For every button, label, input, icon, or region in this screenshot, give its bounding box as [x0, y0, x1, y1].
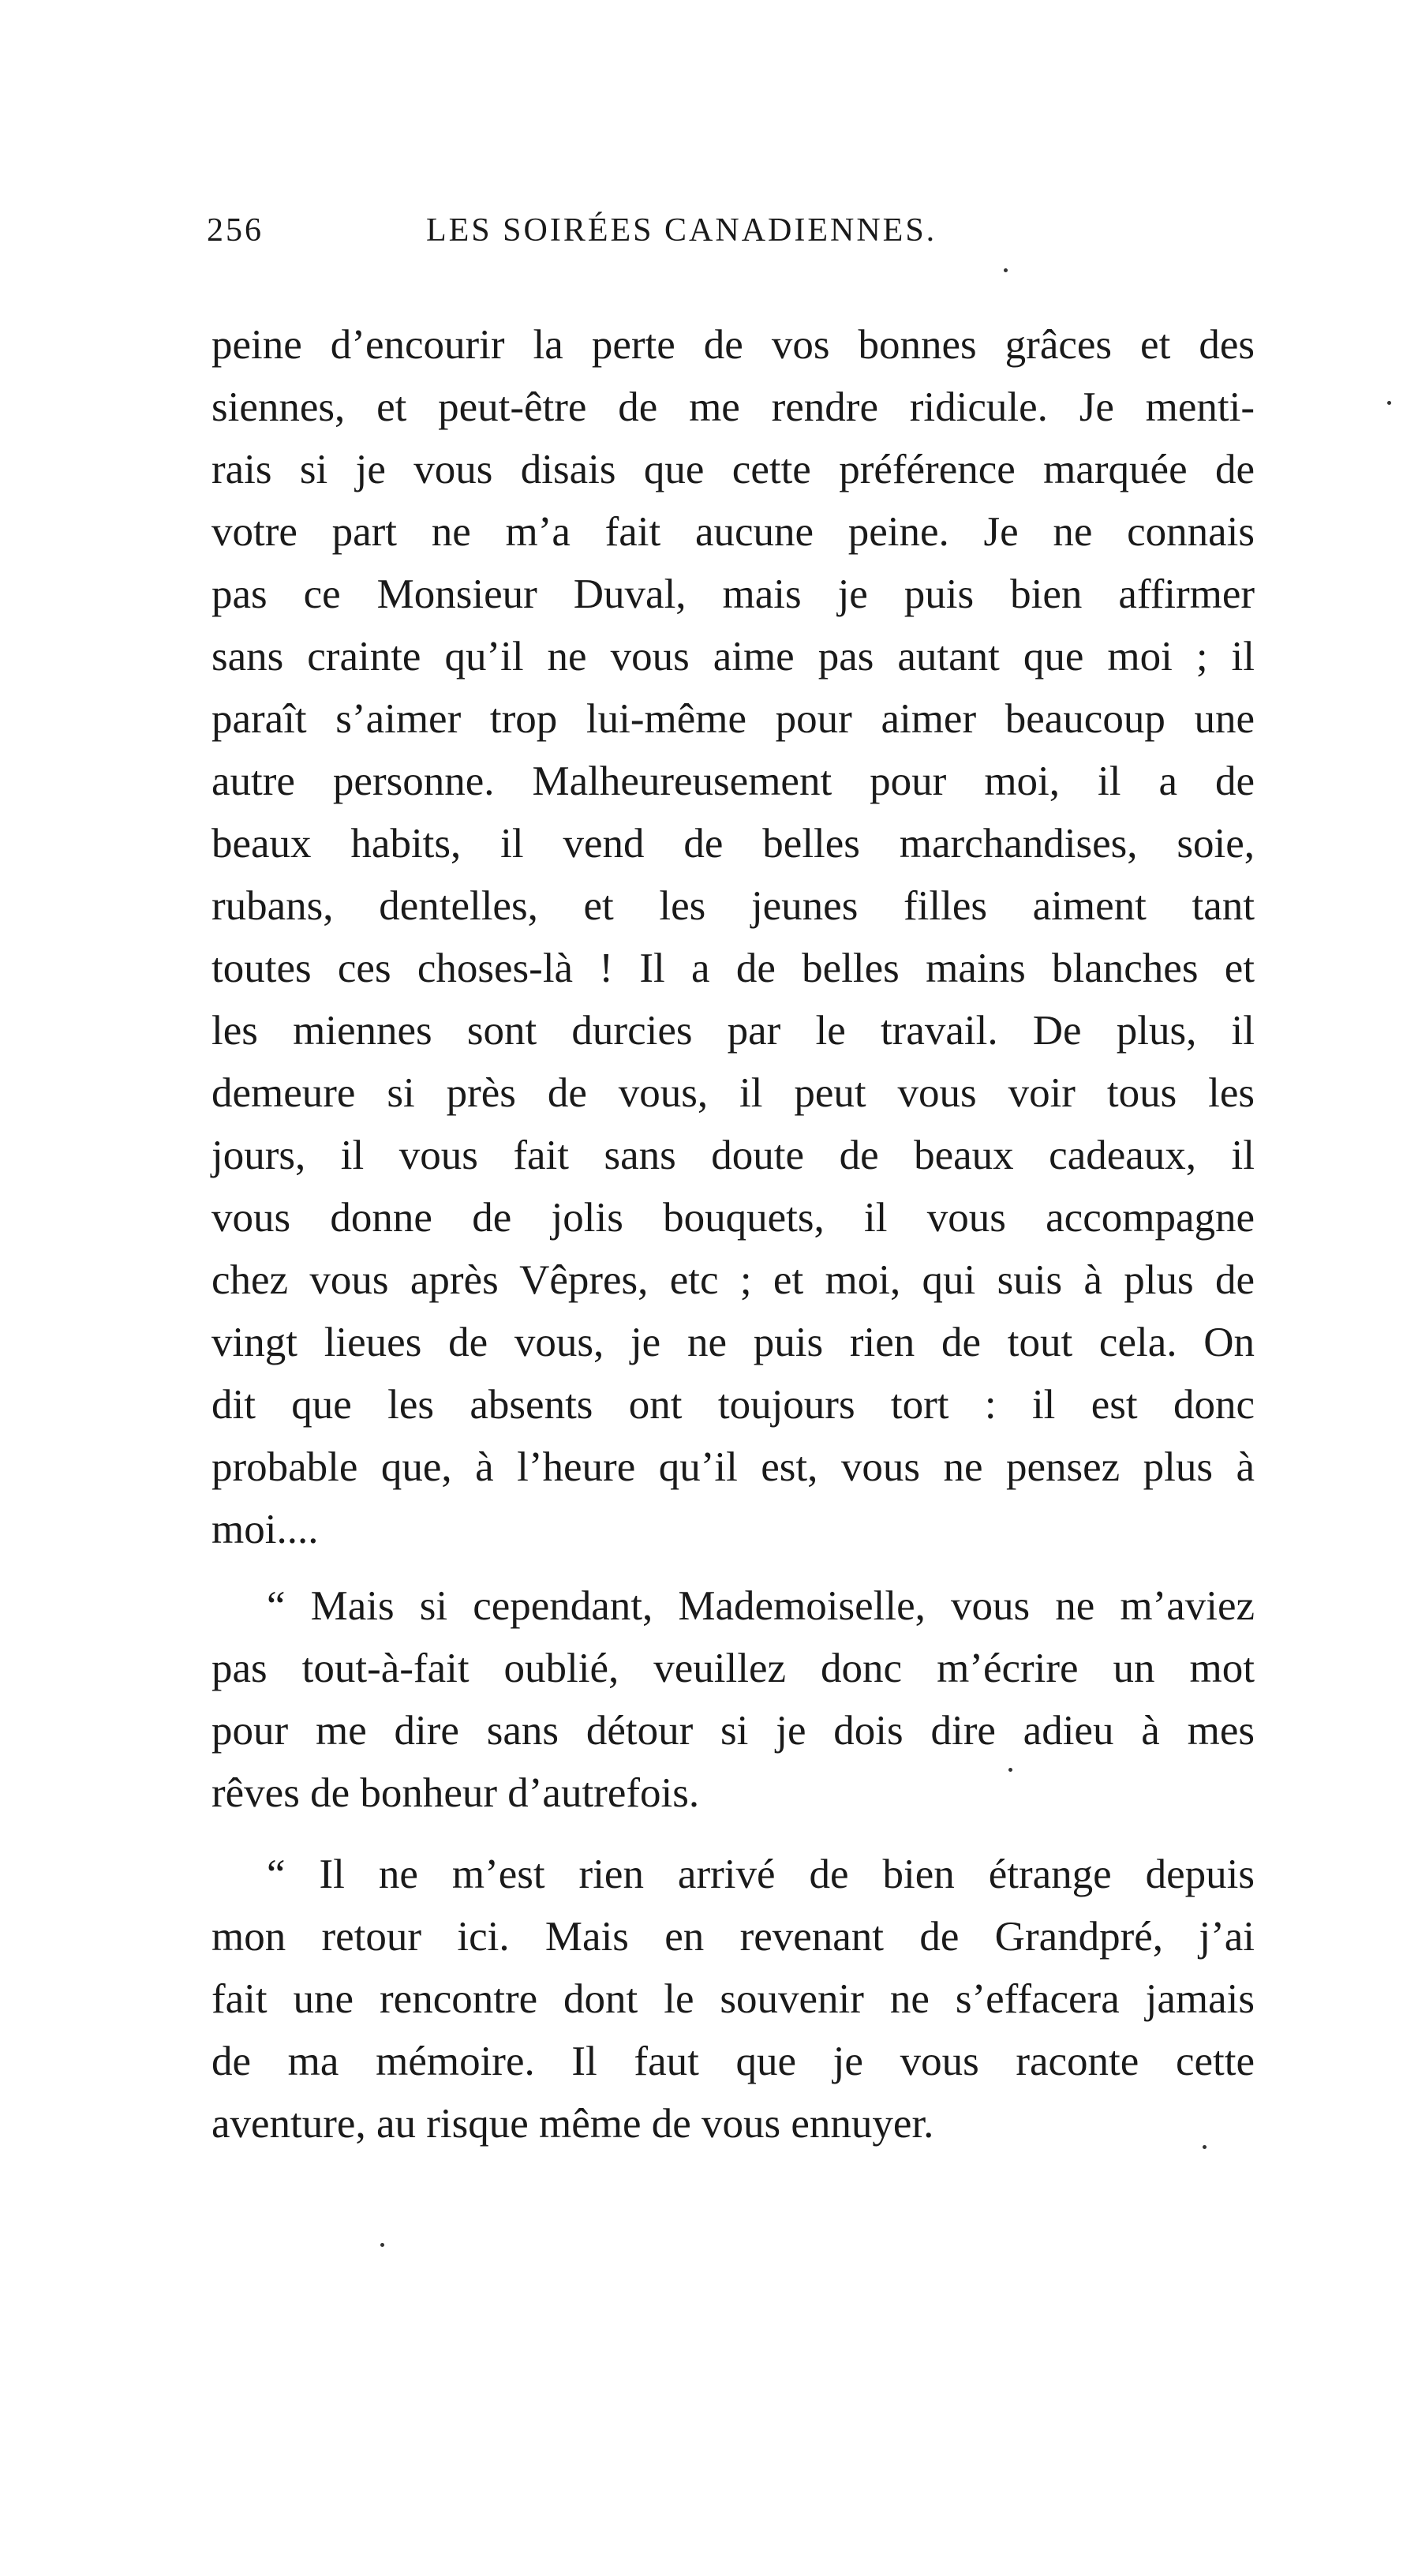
text-line: siennes, et peut-être de me rendre ridicule. Je menti-: [211, 384, 1255, 430]
paragraph-1: [211, 314, 1255, 1561]
text-line: moi....: [211, 1507, 319, 1552]
paragraph-2: [211, 1575, 1255, 1825]
running-head: [207, 212, 1233, 259]
text-line: paraît s’aimer trop lui-même pour aimer beaucoup une: [211, 696, 1255, 742]
text-line: vous donne de jolis bouquets, il vous accompagne: [211, 1195, 1255, 1241]
text-line: pas tout-à-fait oublié, veuillez donc m’écrire un mot: [211, 1646, 1255, 1691]
text-line: dit que les absents ont toujours tort : il est donc: [211, 1382, 1255, 1428]
text-line: les miennes sont durcies par le travail. De plus, il: [211, 1008, 1255, 1054]
text-line: rubans, dentelles, et les jeunes filles aiment tant: [211, 883, 1255, 929]
text-line: de ma mémoire. Il faut que je vous raconte cette: [211, 2039, 1255, 2084]
text-line: toutes ces choses-là ! Il a de belles mains blanches et: [211, 945, 1255, 991]
text-line: rêves de bonheur d’autrefois.: [211, 1770, 700, 1816]
text-line: sans crainte qu’il ne vous aime pas autant que moi ; il: [211, 634, 1255, 680]
text-line: pas ce Monsieur Duval, mais je puis bien affirmer: [211, 571, 1255, 617]
text-line: mon retour ici. Mais en revenant de Grandpré, j’ai: [211, 1914, 1255, 1960]
text-line: “ Il ne m’est rien arrivé de bien étrange depuis: [267, 1852, 1255, 1897]
text-line: pour me dire sans détour si je dois dire adieu à mes: [211, 1708, 1255, 1754]
text-line: chez vous après Vêpres, etc ; et moi, qui suis à plus de: [211, 1257, 1255, 1303]
text-line: fait une rencontre dont le souvenir ne s’effacera jamais: [211, 1976, 1255, 2022]
text-line: votre part ne m’a fait aucune peine. Je ne connais: [211, 509, 1255, 555]
text-line: demeure si près de vous, il peut vous voir tous les: [211, 1070, 1255, 1116]
print-speck: [1004, 268, 1008, 272]
text-line: jours, il vous fait sans doute de beaux cadeaux, il: [211, 1133, 1255, 1178]
text-line: rais si je vous disais que cette préférence marquée de: [211, 447, 1255, 492]
print-speck: [380, 2243, 384, 2247]
running-title: LES SOIRÉES CANADIENNES.: [426, 212, 937, 249]
print-speck: [1203, 2145, 1207, 2149]
text-line: autre personne. Malheureusement pour moi, il a de: [211, 758, 1255, 804]
text-line: probable que, à l’heure qu’il est, vous ne pensez plus à: [211, 1444, 1255, 1490]
paragraph-3: [211, 1844, 1255, 2155]
text-line: peine d’encourir la perte de vos bonnes grâces et des: [211, 322, 1255, 368]
print-speck: [1387, 401, 1391, 405]
print-speck: [1008, 1768, 1012, 1772]
text-line: aventure, au risque même de vous ennuyer.: [211, 2101, 934, 2147]
text-line: “ Mais si cependant, Mademoiselle, vous ne m’aviez: [267, 1583, 1255, 1629]
page-number: 256: [207, 212, 264, 249]
text-line: vingt lieues de vous, je ne puis rien de tout cela. On: [211, 1320, 1255, 1365]
text-line: beaux habits, il vend de belles marchandises, soie,: [211, 821, 1255, 867]
